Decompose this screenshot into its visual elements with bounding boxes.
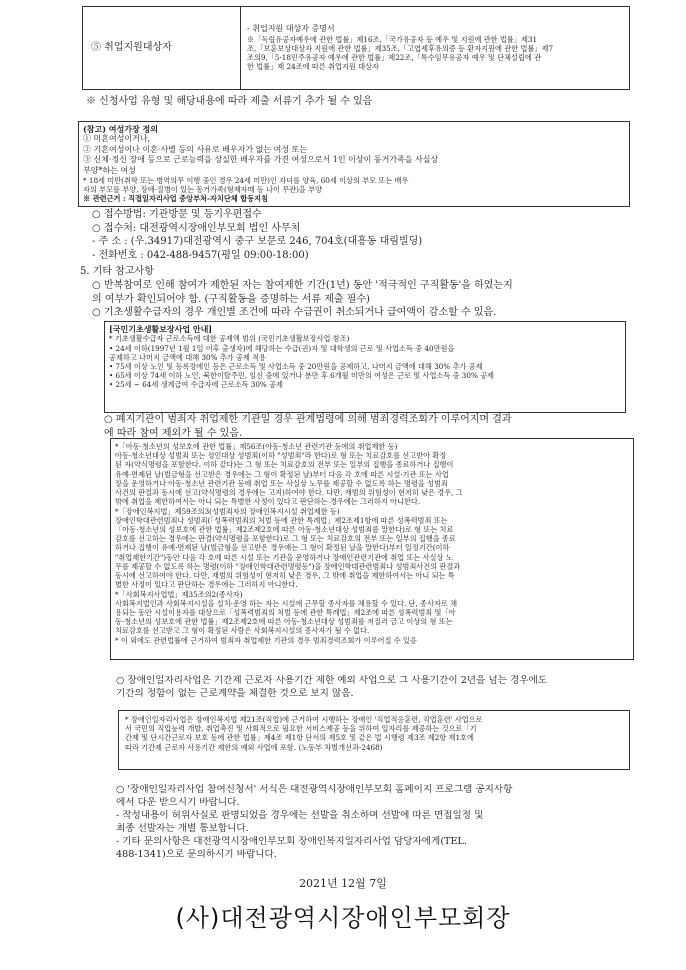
definition-line: * 18세 미만(취학 또는 병역의무 이행 중인 경우 24세 미만)인 자녀를 양육, 60세 이상의 부모 또는 배우: [83, 175, 409, 185]
crime-restriction-line: *「아동·청소년의 성보호에 관한 법률」제56조(아동·청소년 관련기관 등에의 취업제한 등): [115, 442, 398, 451]
text-line: 에서 다운 받으시기 바랍니다.: [116, 796, 240, 808]
crime-restriction-line: 무를 제공할 수 없도록 하는 명령(이하 "장애인학대관련명령등")을 장애인학대관련범죄나 성범죄사건의 판결과: [115, 561, 461, 571]
crime-restriction-line: 감호를 선고하는 경우에는 판결(약식명령을 포함한다)로 그 형 또는 치료감호의 전부 또는 일부의 집행을 종료: [115, 534, 456, 544]
receipt-method: ○ 접수방법: 기관방문 및 등기우편접수: [92, 209, 262, 220]
eligibility-line: 한 법률」제 24조에 따른 취업지원 대상자: [247, 62, 379, 72]
organization-title: (사)대전광역시장애인부모회장: [175, 904, 511, 932]
text-line: ○ 폐지기관이 범죄자 취업제한 기관일 경우 관계법령에 의해 범죄경력조회가 이루어지며 결과: [104, 414, 512, 425]
fixed-term-paragraph: [116, 675, 641, 701]
receipt-place: ○ 접수처: 대전광역시장애인부모회 법인 사무처: [92, 222, 301, 234]
female-head-heading: (참고) 여성가장 정의: [83, 124, 158, 134]
basic-living-line: • 25세 ~ 64세 생계급여 수급자에 근로소득 30% 공제: [109, 380, 283, 390]
crime-restriction-line: 동시에 선고하여야 한다. 다만, 재범의 위험성이 현저히 낮은 경우, 그 밖에 취업을 제한하여서는 아니 되는 특: [115, 571, 455, 581]
definition-line: 부양*하는 여성: [83, 165, 136, 175]
crime-restriction-line: 사회복지법인과 사회복지시설을 설치·운영 하는 자는 시설에 근무할 종사자를 채용할 수 있다. 단, 종사자로 채: [115, 598, 458, 608]
disability-line: * 장애인일자리사업은 장애인복지법 제21조(직업)에 근거하여 시행하는 장애인 '직업적응훈련, 직업훈련' 사업으로: [125, 715, 483, 724]
crime-check-paragraph: [104, 413, 639, 440]
crime-restriction-line: 아동·청소년대상 성범죄 또는 성인대상 성범죄(이하 "성범죄"라 한다)로 형 또는 치료감호를 선고받아 확정: [115, 451, 447, 461]
text-line: ○ '장애인일자리사업 참여신청서' 서식은 대전광역시장애인부모회 홈페이지 프로그램 공지사항: [116, 784, 513, 795]
crime-restriction-line: *「사회복지사업법」제35조의2(종사자): [115, 589, 243, 599]
eligibility-line: - 취업지원 대상자 증명서: [247, 24, 335, 34]
eligibility-details: [241, 7, 630, 90]
crime-restriction-line: 유예·면제된 날(벌금형을 선고받은 경우에는 그 형이 확정된 날)부터 다음 각 호에 따른 시설·기관 또는 사업: [115, 469, 449, 479]
crime-restriction-line: 동·청소년의 성보호에 관한 법률」제2조제2호에 따른 아동·청소년대상 성범죄를 저질러 금고 이상의 형 또는: [115, 617, 453, 627]
text-line: ○ 반복참여로 인해 참여가 제한된 자는 참여제한 기간(1년) 동안 '적극적인 구직활동'을 하였는지: [92, 280, 513, 291]
section5-paragraph: [92, 279, 637, 320]
definition-line: 자의 부모를 부양, 장애·질병이 있는 동거가족(형제자매 등 나이 무관)을 부양: [83, 185, 323, 195]
crime-restriction-box: [110, 438, 634, 660]
definition-line: ② 기혼여성이나 이혼·사별 등의 사유로 배우자가 없는 여성 또는: [83, 144, 308, 154]
receipt-address: - 주 소 : (우.34917)대전광역시 중구 보문로 246, 704호(대흥동 대림빌딩): [92, 236, 423, 247]
basic-living-line: • 24세 이하(1997년 1월 1일 이후 출생자)에 해당하는 수급(권)자 및 대학생의 근로 및 사업소득 중 40만원을: [109, 343, 455, 353]
basic-living-line: • 65세 이상 74세 이하 노인, 북한이탈주민, 임신 중에 있거나 분만 후 6개월 미만의 여성은 근로 및 사업소득 중 30% 공제: [109, 371, 494, 381]
eligibility-table: [82, 6, 630, 90]
crime-restriction-line: 치료감호를 선고받고 그 형이 확정된 사람은 사회복지시설의 종사자가 될 수 없다.: [115, 626, 370, 636]
crime-restriction-line: 사건의 판결과 동시에 선고(약식명령의 경우에는 고지)하여야 한다. 다만, 재범의 위험성이 현저히 낮은 경우, 그: [115, 488, 463, 498]
basic-living-line: * 기초생활수급자 근로소득에 대한 공제액 범위 (국민기초생활보장사업 참조): [109, 334, 350, 344]
receipt-phone: - 전화번호 : 042-488-9457(평일 09:00-18:00): [92, 249, 309, 261]
crime-restriction-line: 용되는 동안 시설이용자를 대상으로「성폭력범죄의 처벌 등에 관한 특례법」제2조에 따른 성폭력범죄 및「아: [115, 607, 456, 617]
section5-heading: 5. 기타 참고사항: [80, 266, 154, 277]
female-head-definition-box: [78, 121, 630, 207]
legal-basis: ※ 관련근거 : 직접일자리사업 중앙부처-자치단체 합동지침: [83, 194, 269, 204]
crime-restriction-line: 별한 사정이 있다고 판단하는 경우에는 그러하지 아니한다.: [115, 580, 298, 590]
crime-restriction-line: 장애인학대관련범죄나 성범죄(「성폭력범죄의 처벌 등에 관한 특례법」제2조제1항에 따른 성폭력범죄 또는: [115, 515, 448, 525]
definition-line: ③ 신체·정신 장애 등으로 근로능력을 상실한 배우자를 가진 여성으로서 1인 이상이 동거가족을 사실상: [83, 155, 439, 165]
crime-restriction-line: 밖에 취업을 제한하여서는 아니 되는 특별한 사정이 있다고 판단하는 경우에는 그러하지 아니한다.: [115, 497, 421, 507]
crime-restriction-line: 「아동·청소년의 성보호에 관한 법률」제2조제2호에 따른 아동·청소년대상 성범죄를 말한다)로 형 또는 치료: [115, 524, 454, 534]
extra-docs-note: ※ 신청사업 유형 및 해당내용에 따라 제출 서류기 추가 될 수 있음: [86, 96, 373, 107]
text-line: 기간의 정함이 없는 근로계약을 체결한 것으로 보지 않음.: [116, 687, 354, 699]
disability-line: 간제 및 단시간근로자 보호 등에 관한 법률」제4조 제1항 단서의 제5호 및 같은 법 시행령 제3조 제2항 제1호에: [125, 733, 474, 743]
text-line: 에 따라 참여 제외가 될 수 있음.: [104, 427, 243, 439]
eligibility-line: 조의9,「5·18민주유공자 예우에 관한 법률」제22조,「특수임무유공자 예우 및 단체설립에 관: [247, 53, 542, 63]
application-form-paragraph: [116, 784, 641, 862]
text-line: ○ 장애인일자리사업은 기간제 근로자 사용기간 제한 예외 사업으로 그 사용기간이 2년을 넘는 경우에도: [116, 675, 548, 686]
crime-restriction-line: * 이 외에도 관련법률에 근거하여 범죄자 취업제한 기관의 경우 범죄경력조회가 이루어질 수 있음: [115, 635, 417, 645]
crime-restriction-line: 하거나 집행이 유예·면제된 날(벌금형을 선고받은 경우에는 그 형이 확정된 날을 말한다)부터 일정기간(이하: [115, 543, 450, 553]
eligibility-label: ⑤ 취업지원대상자: [83, 7, 241, 90]
eligibility-line: 조,「보훈보상대상자 지원에 관한 법률」제35조,「고엽제후유의증 등 환자지원에 관한 법률」제7: [247, 43, 554, 53]
text-line: ○ 기초생활수급자의 경우 개인별 조건에 따라 수급권이 취소되거나 급여액이 감소할 수 있음.: [92, 307, 497, 318]
disability-line: 서 국민의 직업능력 개발, 취업촉진 및 사회적으로 필요한 서비스제공 등을 위하여 일자리를 제공하는 것으로「기: [125, 724, 477, 734]
text-line: - 기타 문의사항은 대전광역시장애인부모회 장애인복지일자리사업 담당자에게(TEL.: [116, 835, 467, 847]
crime-restriction-line: 장을 운영하거나 아동·청소년 관련기관 등에 취업 또는 사실상 노무를 제공할 수 없도록 하는 명령을 성범죄: [115, 478, 448, 488]
text-line: - 작성내용이 허위사실로 판명되었을 경우에는 선발을 취소하며 선발에 따른 면접일정 및: [116, 809, 484, 821]
crime-restriction-line: "취업제한기간")동안 다음 각 호에 따른 시설 또는 기관을 운영하거나 장애인관련기관에 취업 또는 사실상 노: [115, 552, 453, 562]
crime-restriction-line: *「장애인복지법」제59조의3(성범죄자의 장애인복지시설 취업제한 등): [115, 506, 340, 516]
basic-living-line: • 75세 이상 노인 및 등록장애인 등은 근로소득 및 사업소득 중 20만원을 공제하고, 나머지 금액에 대해 30% 추가 공제: [109, 362, 483, 372]
disability-line: 따라 기간제 근로자 사용기간 제한의 예외 사업에 포함. (노동부 차별개선과-2468): [125, 742, 383, 752]
text-line: 의 여부가 확인되어야 함. (구직활동을 증명하는 서류 제출 필수): [92, 293, 370, 305]
basic-living-heading: [국민기초생활보장사업 안내]: [109, 324, 213, 334]
eligibility-line: ※「독립유공자예우에 관한 법률」제16조,「국가유공자 등 예우 및 지원에 관한 법률」제31: [247, 34, 538, 44]
disability-job-box: [118, 710, 630, 770]
document-date: 2021년 12월 7일: [299, 877, 387, 890]
definition-line: ① 미혼여성이거나,: [83, 134, 151, 144]
basic-living-line: 공제하고 나머지 금액에 대해 30% 추가 공제 적용: [109, 352, 266, 362]
text-line: 488-1341)으로 문의하시기 바랍니다.: [116, 848, 277, 860]
basic-living-box: [104, 321, 626, 413]
text-line: 최종 선발자는 개별 통보합니다.: [116, 822, 249, 834]
receipt-info: [92, 208, 632, 262]
crime-restriction-line: 된 자(약식명령을 포함한다. 이하 같다)는 그 형 또는 치료감호의 전부 또는 일부의 집행을 종료하거나 집행이: [115, 460, 454, 470]
